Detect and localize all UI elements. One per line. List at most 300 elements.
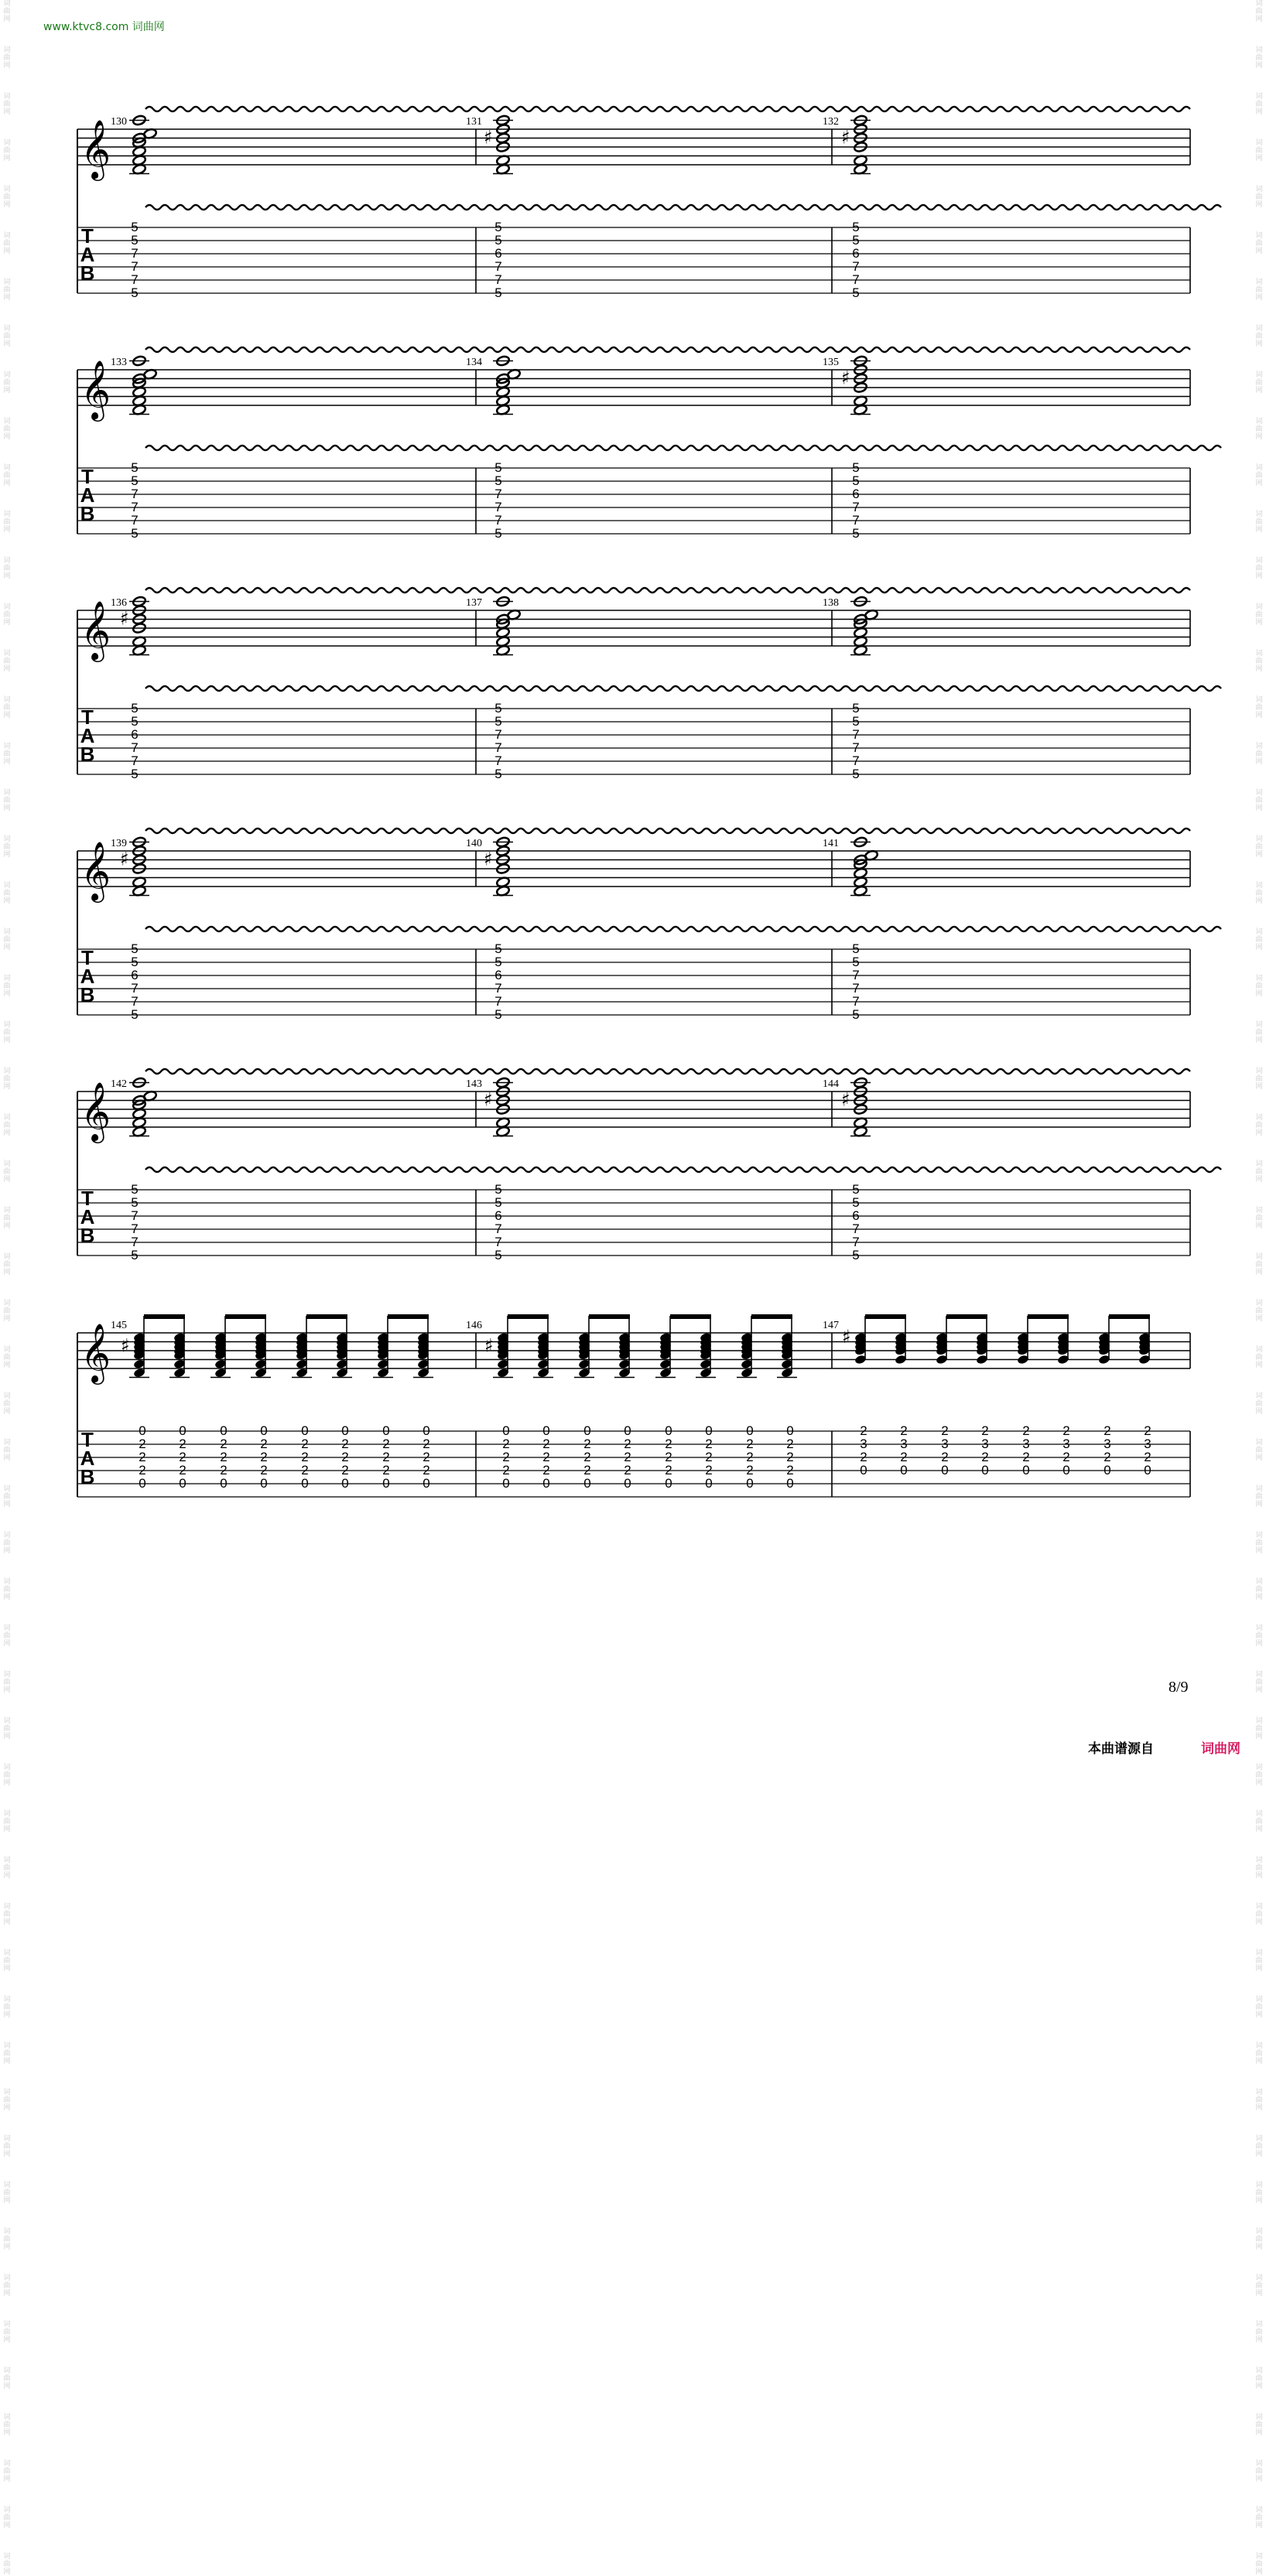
watermark-text: 词 曲 网: [3, 1300, 11, 1323]
tab-fret-number: 0: [1144, 1463, 1151, 1478]
watermark-text: 词 曲 网: [3, 418, 11, 441]
tab-fret-number: 2: [860, 1450, 867, 1464]
eighth-beam: [388, 1314, 429, 1319]
tab-fret-number: 7: [131, 753, 139, 768]
watermark-text: 词 曲 网: [3, 1392, 11, 1416]
tab-fret-number: 6: [494, 1208, 502, 1223]
tab-fret-number: 0: [423, 1476, 430, 1491]
tab-fret-number: 7: [131, 981, 139, 996]
watermark-text: 词 曲 网: [1255, 1949, 1263, 1973]
tab-fret-number: 6: [131, 968, 139, 982]
measure-number: 147: [823, 1320, 839, 1331]
tab-fret-number: 5: [131, 220, 139, 234]
tab-fret-number: 6: [494, 246, 502, 261]
watermark-text: 词 曲 网: [3, 1253, 11, 1276]
tab-fret-number: 7: [494, 487, 502, 501]
watermark-text: 词 曲 网: [1255, 2042, 1263, 2065]
tab-fret-number: 5: [852, 526, 860, 541]
watermark-text: 词 曲 网: [3, 835, 11, 859]
tab-fret-number: 3: [941, 1437, 949, 1451]
tab-fret-number: 5: [131, 941, 139, 956]
watermark-text: 词 曲 网: [3, 2042, 11, 2065]
tab-fret-number: 2: [1062, 1423, 1070, 1438]
tab-fret-number: 7: [494, 513, 502, 528]
tab-fret-number: 2: [746, 1463, 754, 1478]
measure-number: 138: [823, 597, 839, 609]
tab-fret-number: 5: [494, 473, 502, 488]
tab-fret-number: 0: [301, 1476, 309, 1491]
tab-clef-a: A: [80, 1447, 95, 1470]
watermark-text: 词 曲 网: [1255, 1764, 1263, 1787]
watermark-text: 词 曲 网: [3, 1625, 11, 1648]
measure-number: 137: [466, 597, 482, 609]
watermark-text: 词 曲 网: [3, 603, 11, 627]
watermark-text: 词 曲 网: [1255, 2228, 1263, 2251]
tab-fret-number: 7: [131, 1221, 139, 1236]
tab-fret-number: 2: [423, 1463, 430, 1478]
tab-fret-number: 5: [494, 233, 502, 248]
sharp-accidental: ♯: [841, 1088, 850, 1111]
tab-fret-number: 7: [131, 1235, 139, 1249]
tab-fret-number: 7: [852, 968, 860, 982]
tab-fret-number: 0: [786, 1476, 794, 1491]
tab-clef-t: T: [81, 1428, 94, 1451]
tab-fret-number: 6: [494, 968, 502, 982]
watermark-text: 词 曲 网: [3, 2553, 11, 2576]
tab-fret-number: 0: [746, 1476, 754, 1491]
treble-clef: 𝄞: [80, 1081, 111, 1141]
tab-fret-number: 2: [341, 1463, 349, 1478]
watermark-text: 词 曲 网: [3, 1160, 11, 1184]
tab-fret-number: 5: [494, 285, 502, 300]
tab-fret-number: 7: [131, 740, 139, 755]
sharp-accidental: ♯: [484, 1334, 494, 1357]
watermark-text: 词 曲 网: [1255, 789, 1263, 812]
vibrato-line: [145, 446, 1221, 450]
eighth-beam: [865, 1314, 906, 1319]
vibrato-line: [145, 1167, 1221, 1172]
tab-fret-number: 0: [139, 1476, 146, 1491]
tab-fret-number: 2: [1144, 1423, 1151, 1438]
tab-fret-number: 7: [852, 727, 860, 742]
tab-fret-number: 2: [624, 1463, 631, 1478]
watermark-text: 词 曲 网: [1255, 1021, 1263, 1044]
tab-fret-number: 7: [852, 513, 860, 528]
tab-fret-number: 2: [542, 1450, 550, 1464]
tab-fret-number: 7: [852, 753, 860, 768]
tab-fret-number: 2: [705, 1437, 713, 1451]
measure-number: 134: [466, 357, 482, 368]
tab-fret-number: 5: [131, 767, 139, 781]
tab-fret-number: 5: [852, 1195, 860, 1210]
tab-fret-number: 2: [301, 1463, 309, 1478]
eighth-beam: [306, 1314, 347, 1319]
tab-clef-a: A: [80, 1205, 95, 1228]
tab-fret-number: 2: [341, 1450, 349, 1464]
watermark-text: 词 曲 网: [1255, 1485, 1263, 1508]
watermark-text: 词 曲 网: [1255, 232, 1263, 255]
tab-fret-number: 2: [179, 1463, 186, 1478]
watermark-text: 词 曲 网: [3, 1717, 11, 1741]
tab-fret-number: 2: [382, 1437, 390, 1451]
tab-clef-t: T: [81, 946, 94, 969]
measure-number: 135: [823, 357, 839, 368]
eighth-beam: [946, 1314, 987, 1319]
treble-clef: 𝄞: [80, 360, 111, 419]
eighth-beam: [589, 1314, 630, 1319]
watermark-text: 词 曲 网: [1255, 882, 1263, 905]
tab-fret-number: 7: [131, 500, 139, 514]
tab-fret-number: 5: [494, 1007, 502, 1022]
tab-fret-number: 2: [981, 1450, 989, 1464]
tab-fret-number: 5: [494, 714, 502, 729]
tab-clef-t: T: [81, 465, 94, 488]
watermark-text: 词 曲 网: [3, 1021, 11, 1044]
tab-fret-number: 5: [852, 941, 860, 956]
watermark-text: 词 曲 网: [1255, 1671, 1263, 1694]
watermark-text: 词 曲 网: [3, 511, 11, 534]
watermark-text: 词 曲 网: [1255, 928, 1263, 951]
tab-fret-number: 7: [494, 740, 502, 755]
watermark-text: 词 曲 网: [3, 2274, 11, 2298]
tab-fret-number: 0: [179, 1423, 186, 1438]
tab-fret-number: 5: [494, 1248, 502, 1262]
watermark-text: 词 曲 网: [1255, 1068, 1263, 1091]
tab-fret-number: 5: [494, 1182, 502, 1197]
tab-fret-number: 7: [852, 272, 860, 287]
watermark-text: 词 曲 网: [3, 1439, 11, 1462]
sharp-accidental: ♯: [841, 126, 850, 149]
tab-fret-number: 5: [494, 1195, 502, 1210]
vibrato-line: [145, 588, 1190, 593]
tab-fret-number: 5: [852, 285, 860, 300]
watermark-text: 词 曲 网: [1255, 1717, 1263, 1741]
treble-clef: 𝄞: [80, 841, 111, 900]
measure-number: 142: [111, 1078, 127, 1090]
tab-fret-number: 2: [583, 1450, 591, 1464]
vibrato-line: [145, 927, 1221, 931]
tab-fret-number: 5: [852, 460, 860, 475]
tab-fret-number: 6: [131, 727, 139, 742]
tab-fret-number: 2: [260, 1463, 268, 1478]
tab-fret-number: 7: [131, 246, 139, 261]
tab-fret-number: 2: [382, 1463, 390, 1478]
measure-number: 131: [466, 116, 482, 128]
watermark-text: 词 曲 网: [3, 696, 11, 719]
tab-fret-number: 2: [1103, 1450, 1111, 1464]
tab-fret-number: 0: [786, 1423, 794, 1438]
watermark-text: 词 曲 网: [3, 2089, 11, 2112]
watermark-text: 词 曲 网: [1255, 2274, 1263, 2298]
watermark-text: 词 曲 网: [1255, 2135, 1263, 2158]
tab-fret-number: 7: [852, 1235, 860, 1249]
watermark-text: 词 曲 网: [1255, 1346, 1263, 1369]
tab-fret-number: 2: [341, 1437, 349, 1451]
watermark-text: 词 曲 网: [3, 2321, 11, 2344]
watermark-text: 词 曲 网: [3, 1485, 11, 1508]
tab-fret-number: 0: [981, 1463, 989, 1478]
tab-fret-number: 5: [131, 955, 139, 969]
watermark-text: 词 曲 网: [1255, 975, 1263, 998]
measure-number: 144: [823, 1078, 839, 1090]
watermark-text: 词 曲 网: [1255, 1625, 1263, 1648]
sharp-accidental: ♯: [120, 848, 129, 870]
tab-fret-number: 5: [494, 767, 502, 781]
tab-fret-number: 5: [131, 1248, 139, 1262]
tab-fret-number: 2: [502, 1437, 510, 1451]
watermark-text: 词 曲 网: [3, 2135, 11, 2158]
watermark-text: 词 曲 网: [3, 1949, 11, 1973]
tab-fret-number: 0: [260, 1476, 268, 1491]
site-url[interactable]: www.ktvc8.com 词曲网: [43, 21, 165, 33]
tab-fret-number: 2: [179, 1450, 186, 1464]
tab-fret-number: 2: [382, 1450, 390, 1464]
tab-fret-number: 0: [502, 1476, 510, 1491]
eighth-beam: [225, 1314, 266, 1319]
tab-fret-number: 2: [665, 1450, 672, 1464]
watermark-text: 词 曲 网: [1255, 2367, 1263, 2390]
measure-number: 139: [111, 838, 127, 849]
tab-clef-b: B: [80, 261, 95, 285]
tab-fret-number: 5: [131, 460, 139, 475]
tab-fret-number: 7: [494, 727, 502, 742]
tab-fret-number: 0: [1103, 1463, 1111, 1478]
tab-fret-number: 2: [624, 1450, 631, 1464]
vibrato-line: [145, 1069, 1190, 1074]
watermark-text: 词 曲 网: [3, 186, 11, 209]
sharp-accidental: ♯: [841, 367, 850, 389]
tab-fret-number: 7: [852, 994, 860, 1009]
eighth-beam: [508, 1314, 549, 1319]
measure-number: 136: [111, 597, 127, 609]
watermark-text: 词 曲 网: [3, 1578, 11, 1601]
watermark-text: 词 曲 网: [1255, 278, 1263, 302]
eighth-beam: [670, 1314, 711, 1319]
tab-fret-number: 2: [1144, 1450, 1151, 1464]
watermark-text: 词 曲 网: [1255, 511, 1263, 534]
watermark-text: 词 曲 网: [3, 2460, 11, 2483]
tab-fret-number: 2: [900, 1423, 908, 1438]
watermark-text: 词 曲 网: [3, 2228, 11, 2251]
tab-fret-number: 2: [746, 1437, 754, 1451]
watermark-text: 词 曲 网: [3, 1903, 11, 1926]
watermark-text: 词 曲 网: [1255, 2414, 1263, 2437]
tab-fret-number: 0: [542, 1476, 550, 1491]
sharp-accidental: ♯: [842, 1325, 851, 1348]
tab-fret-number: 2: [705, 1450, 713, 1464]
sharp-accidental: ♯: [484, 126, 493, 149]
tab-fret-number: 5: [494, 955, 502, 969]
watermark-text: 词 曲 网: [1255, 1300, 1263, 1323]
tab-fret-number: 6: [852, 246, 860, 261]
tab-fret-number: 5: [852, 767, 860, 781]
tab-fret-number: 2: [542, 1463, 550, 1478]
watermark-text: 词 曲 网: [1255, 1114, 1263, 1137]
watermark-text: 词 曲 网: [3, 2181, 11, 2205]
watermark-text: 词 曲 网: [1255, 650, 1263, 673]
tab-fret-number: 2: [220, 1450, 228, 1464]
watermark-text: 词 曲 网: [3, 1346, 11, 1369]
tab-fret-number: 7: [131, 272, 139, 287]
tab-fret-number: 5: [852, 1007, 860, 1022]
footer-logo[interactable]: 词曲网: [1201, 1741, 1240, 1757]
measure-number: 146: [466, 1320, 482, 1331]
sharp-accidental: ♯: [121, 1334, 130, 1357]
vibrato-line: [145, 686, 1221, 691]
tab-fret-number: 0: [1062, 1463, 1070, 1478]
eighth-beam: [751, 1314, 792, 1319]
measure-number: 133: [111, 357, 127, 368]
watermark-text: 词 曲 网: [1255, 1160, 1263, 1184]
eighth-beam: [1028, 1314, 1069, 1319]
watermark-text: 词 曲 网: [3, 557, 11, 580]
watermark-text: 词 曲 网: [3, 278, 11, 302]
tab-fret-number: 5: [494, 701, 502, 716]
tab-fret-number: 2: [786, 1437, 794, 1451]
tab-fret-number: 5: [852, 955, 860, 969]
tab-fret-number: 0: [746, 1423, 754, 1438]
tab-fret-number: 7: [494, 1221, 502, 1236]
tab-fret-number: 5: [852, 1182, 860, 1197]
page-number: 8/9: [1168, 1679, 1189, 1696]
tab-fret-number: 2: [502, 1463, 510, 1478]
tab-fret-number: 2: [941, 1450, 949, 1464]
tab-fret-number: 2: [900, 1450, 908, 1464]
tab-fret-number: 3: [1103, 1437, 1111, 1451]
tab-fret-number: 7: [494, 272, 502, 287]
watermark-text: 词 曲 网: [1255, 186, 1263, 209]
tab-fret-number: 0: [220, 1476, 228, 1491]
tab-fret-number: 0: [583, 1423, 591, 1438]
tab-clef-t: T: [81, 705, 94, 729]
tab-fret-number: 2: [220, 1437, 228, 1451]
tab-fret-number: 2: [786, 1450, 794, 1464]
tab-fret-number: 0: [1022, 1463, 1030, 1478]
tab-fret-number: 2: [665, 1437, 672, 1451]
tab-fret-number: 7: [131, 259, 139, 274]
eighth-beam: [1109, 1314, 1150, 1319]
tab-fret-number: 0: [220, 1423, 228, 1438]
tab-fret-number: 2: [220, 1463, 228, 1478]
watermark-text: 词 曲 网: [3, 371, 11, 395]
watermark-text: 词 曲 网: [3, 1207, 11, 1230]
tab-fret-number: 0: [900, 1463, 908, 1478]
vibrato-line: [145, 828, 1190, 833]
tab-fret-number: 2: [1022, 1423, 1030, 1438]
watermark-text: 词 曲 网: [1255, 1996, 1263, 2019]
tab-clef-b: B: [80, 743, 95, 766]
watermark-text: 词 曲 网: [3, 882, 11, 905]
watermark-text: 词 曲 网: [3, 1114, 11, 1137]
watermark-text: 词 曲 网: [3, 1857, 11, 1880]
tab-fret-number: 2: [583, 1463, 591, 1478]
tab-fret-number: 2: [786, 1463, 794, 1478]
watermark-text: 词 曲 网: [1255, 0, 1263, 23]
measure-number: 145: [111, 1320, 127, 1331]
tab-fret-number: 0: [624, 1476, 631, 1491]
tab-fret-number: 2: [746, 1450, 754, 1464]
tab-fret-number: 2: [665, 1463, 672, 1478]
vibrato-line: [145, 107, 1190, 111]
watermark-text: 词 曲 网: [1255, 325, 1263, 348]
tab-fret-number: 0: [341, 1476, 349, 1491]
watermark-text: 词 曲 网: [3, 1996, 11, 2019]
tab-fret-number: 6: [852, 487, 860, 501]
watermark-text: 词 曲 网: [1255, 557, 1263, 580]
watermark-text: 词 曲 网: [3, 789, 11, 812]
watermark-text: 词 曲 网: [3, 1810, 11, 1833]
tab-fret-number: 5: [131, 1007, 139, 1022]
watermark-text: 词 曲 网: [1255, 2321, 1263, 2344]
watermark-text: 词 曲 网: [1255, 1857, 1263, 1880]
watermark-text: 词 曲 网: [3, 93, 11, 116]
tab-fret-number: 0: [705, 1476, 713, 1491]
tab-fret-number: 5: [494, 941, 502, 956]
watermark-text: 词 曲 网: [1255, 1392, 1263, 1416]
watermark-text: 词 曲 网: [1255, 418, 1263, 441]
tab-fret-number: 0: [542, 1423, 550, 1438]
watermark-text: 词 曲 网: [3, 975, 11, 998]
tab-fret-number: 5: [131, 473, 139, 488]
tab-fret-number: 2: [1062, 1450, 1070, 1464]
tab-fret-number: 0: [624, 1423, 631, 1438]
measure-number: 132: [823, 116, 839, 128]
tab-fret-number: 0: [301, 1423, 309, 1438]
tab-fret-number: 2: [139, 1437, 146, 1451]
tab-fret-number: 3: [981, 1437, 989, 1451]
measure-number: 143: [466, 1078, 482, 1090]
tab-clef-b: B: [80, 502, 95, 525]
tab-fret-number: 7: [494, 753, 502, 768]
tab-fret-number: 7: [131, 487, 139, 501]
vibrato-line: [145, 205, 1221, 210]
tab-fret-number: 7: [494, 981, 502, 996]
tab-fret-number: 2: [981, 1423, 989, 1438]
measure-number: 130: [111, 116, 127, 128]
treble-clef: 𝄞: [80, 1323, 111, 1382]
tab-fret-number: 0: [705, 1423, 713, 1438]
tab-fret-number: 2: [1022, 1450, 1030, 1464]
watermark-text: 词 曲 网: [3, 2367, 11, 2390]
tab-clef-b: B: [80, 1465, 95, 1488]
tab-clef-a: A: [80, 724, 95, 747]
watermark-text: 词 曲 网: [3, 0, 11, 23]
tab-fret-number: 7: [131, 513, 139, 528]
watermark-text: 词 曲 网: [3, 1532, 11, 1555]
watermark-text: 词 曲 网: [1255, 2181, 1263, 2205]
tab-fret-number: 0: [860, 1463, 867, 1478]
tab-fret-number: 5: [852, 714, 860, 729]
footer-source-note: 本曲谱源自: [1088, 1741, 1154, 1757]
tab-fret-number: 2: [423, 1450, 430, 1464]
watermark-text: 词 曲 网: [3, 2506, 11, 2530]
watermark-text: 词 曲 网: [1255, 2553, 1263, 2576]
tab-fret-number: 2: [860, 1423, 867, 1438]
tab-fret-number: 5: [852, 220, 860, 234]
tab-fret-number: 7: [852, 981, 860, 996]
tab-fret-number: 2: [705, 1463, 713, 1478]
vibrato-line: [145, 347, 1190, 352]
tab-fret-number: 2: [1103, 1423, 1111, 1438]
watermark-text: 词 曲 网: [1255, 743, 1263, 766]
watermark-text: 词 曲 网: [3, 325, 11, 348]
tab-fret-number: 2: [423, 1437, 430, 1451]
watermark-text: 词 曲 网: [1255, 603, 1263, 627]
tab-fret-number: 0: [941, 1463, 949, 1478]
tab-fret-number: 7: [852, 259, 860, 274]
measure-number: 141: [823, 838, 839, 849]
tab-fret-number: 2: [179, 1437, 186, 1451]
